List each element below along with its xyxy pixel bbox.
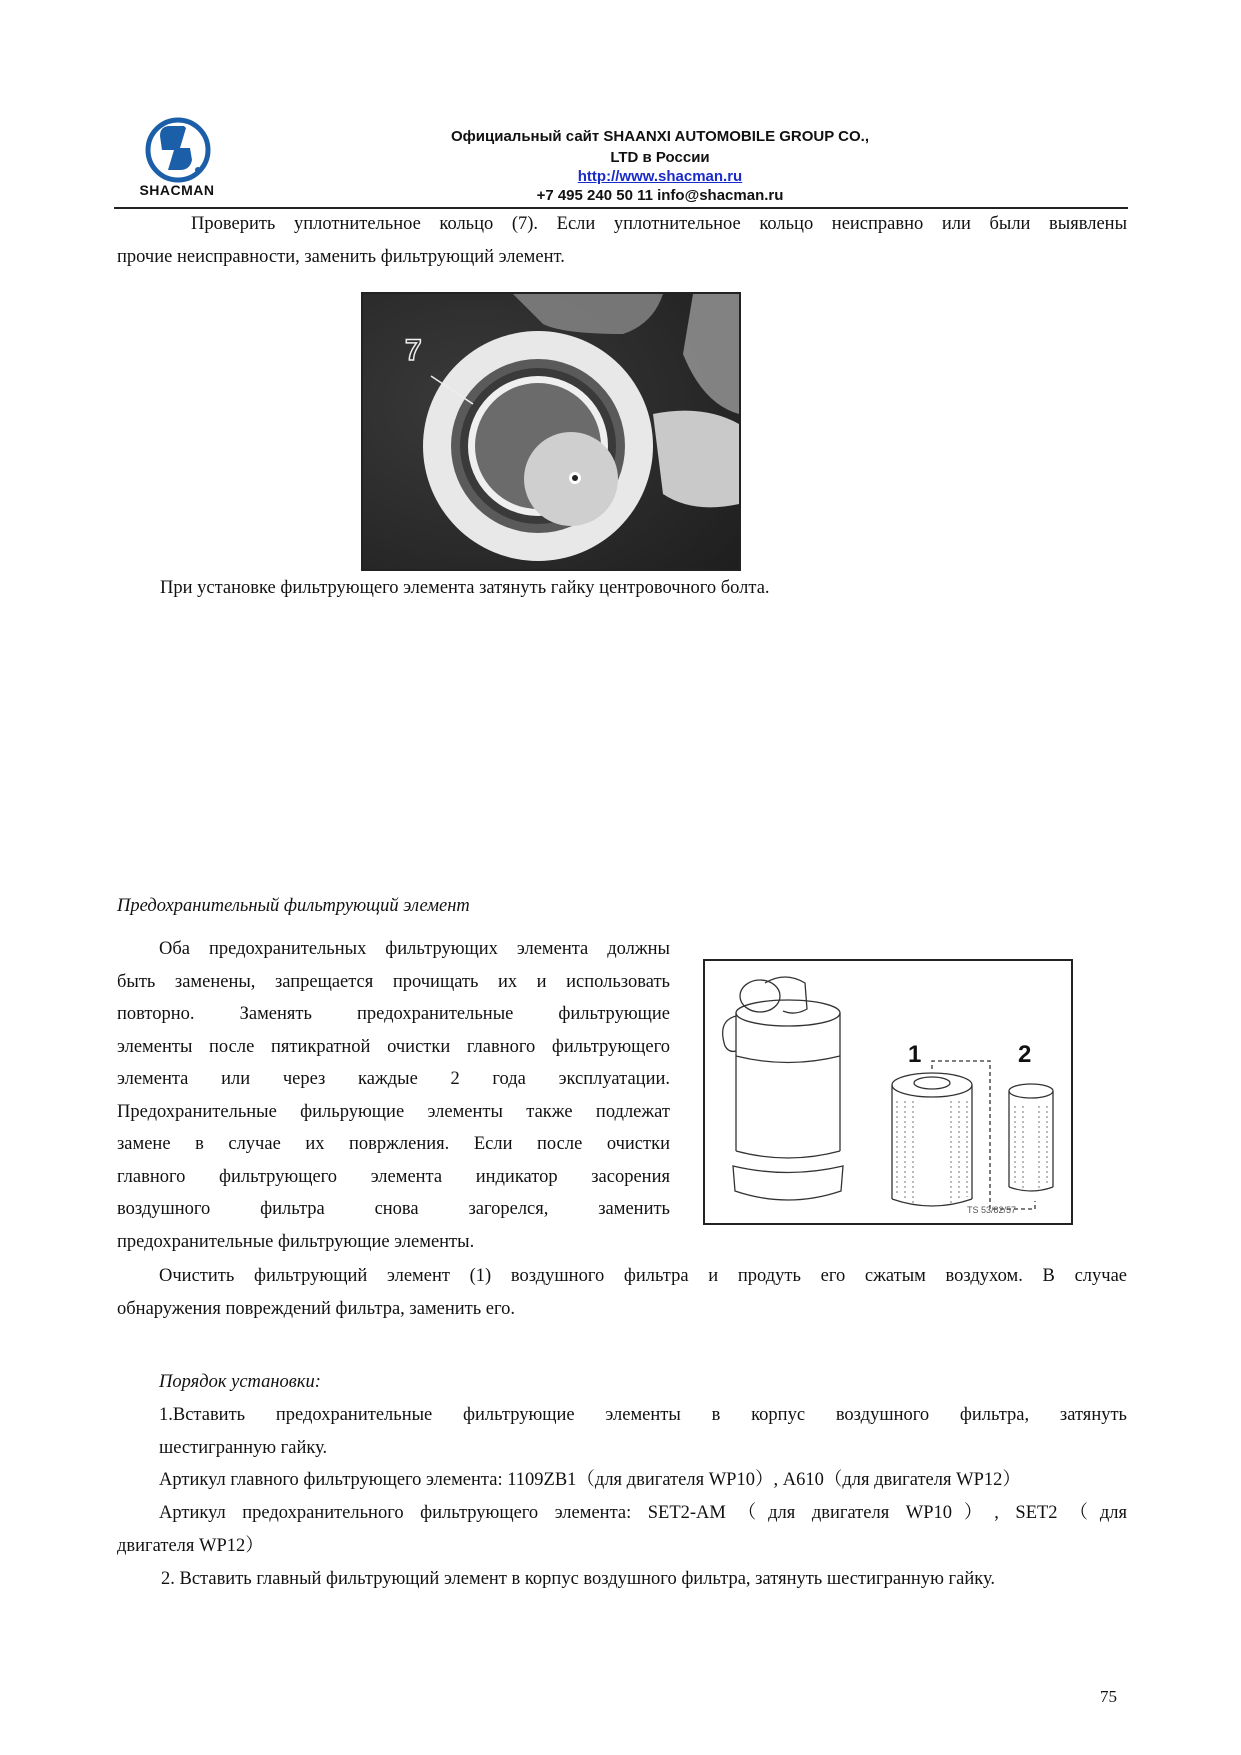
header bbox=[0, 0, 1241, 210]
para-line: элементы после пятикратной очистки главного фильтрующего bbox=[117, 1036, 670, 1057]
clean-line1: Очистить фильтрующий элемент (1) воздушного фильтра и продуть его сжатым воздухом. В случае bbox=[159, 1266, 1127, 1286]
safety-element-article-line2: двигателя WP12） bbox=[117, 1536, 264, 1556]
install-step1-line2: шестигранную гайку. bbox=[159, 1438, 328, 1458]
header-contacts: +7 495 240 50 11 info@shacman.ru bbox=[536, 187, 784, 204]
safety-element-article-line1: Артикул предохранительного фильтрующего элемента: SET2-AM（для двигателя WP10）, SET2（для bbox=[159, 1503, 1127, 1523]
para1-line2: прочие неисправности, заменить фильтрующий элемент. bbox=[117, 247, 565, 267]
para2: При установке фильтрующего элемента затянуть гайку центровочного болта. bbox=[160, 578, 770, 598]
page-number: 75 bbox=[1100, 1687, 1117, 1706]
diagram-label-2: 2 bbox=[1018, 1041, 1032, 1068]
install-step1-line1: 1.Вставить предохранительные фильтрующие элементы в корпус воздушного фильтра, затянуть bbox=[159, 1405, 1127, 1425]
seal-ring-photo bbox=[361, 292, 741, 571]
para1-line1: Проверить уплотнительное кольцо (7). Если уплотнительное кольцо неисправно или были выявлены bbox=[191, 214, 1127, 234]
diagram-illustration bbox=[705, 961, 1071, 1223]
para-line: Оба предохранительных фильтрующих элемента должны bbox=[159, 939, 670, 959]
para-line: замене в случае их повржления. Если после очистки bbox=[117, 1134, 670, 1154]
para-line: воздушного фильтра снова загорелся, заменить bbox=[117, 1199, 670, 1219]
para-line: главного фильтрующего элемента индикатор засорения bbox=[117, 1166, 670, 1187]
header-title-line1: Официальный сайт SHAANXI AUTOMOBILE GROUP CO., bbox=[451, 128, 869, 145]
install-step2: 2. Вставить главный фильтрующий элемент в корпус воздушного фильтра, затянуть шестигранную гайку. bbox=[161, 1569, 995, 1589]
header-title-line2: LTD в России bbox=[610, 149, 710, 166]
para-line: предохранительные фильтрующие элементы. bbox=[117, 1231, 475, 1252]
para-line: повторно. Заменять предохранительные фильтрующие bbox=[117, 1004, 670, 1024]
clean-line2: обнаружения повреждений фильтра, заменить его. bbox=[117, 1299, 516, 1319]
shacman-logo-icon bbox=[140, 112, 218, 190]
logo-text: SHACMAN bbox=[139, 182, 215, 198]
para-line: элемента или через каждые 2 года эксплуатации. bbox=[117, 1069, 670, 1089]
diagram-label-1: 1 bbox=[908, 1041, 922, 1068]
filter-elements-diagram bbox=[703, 959, 1073, 1225]
main-element-article: Артикул главного фильтрующего элемента: 1109ZB1（для двигателя WP10）, A610（для двигателя WP12） bbox=[159, 1470, 1021, 1490]
section-heading: Предохранительный фильтрующий элемент bbox=[117, 896, 470, 916]
diagram-code: TS 53/82/57 bbox=[967, 1205, 1017, 1215]
install-heading: Порядок установки: bbox=[159, 1372, 321, 1392]
header-url[interactable] bbox=[400, 166, 920, 187]
para-line: Предохранительные фильрующие элементы также подлежат bbox=[117, 1101, 670, 1122]
website-link[interactable]: http://www.shacman.ru bbox=[577, 168, 743, 185]
safety-element-paragraph bbox=[117, 933, 670, 1258]
para-line: быть заменены, запрещается прочищать их и использовать bbox=[117, 971, 670, 992]
callout-7: 7 bbox=[405, 334, 422, 367]
